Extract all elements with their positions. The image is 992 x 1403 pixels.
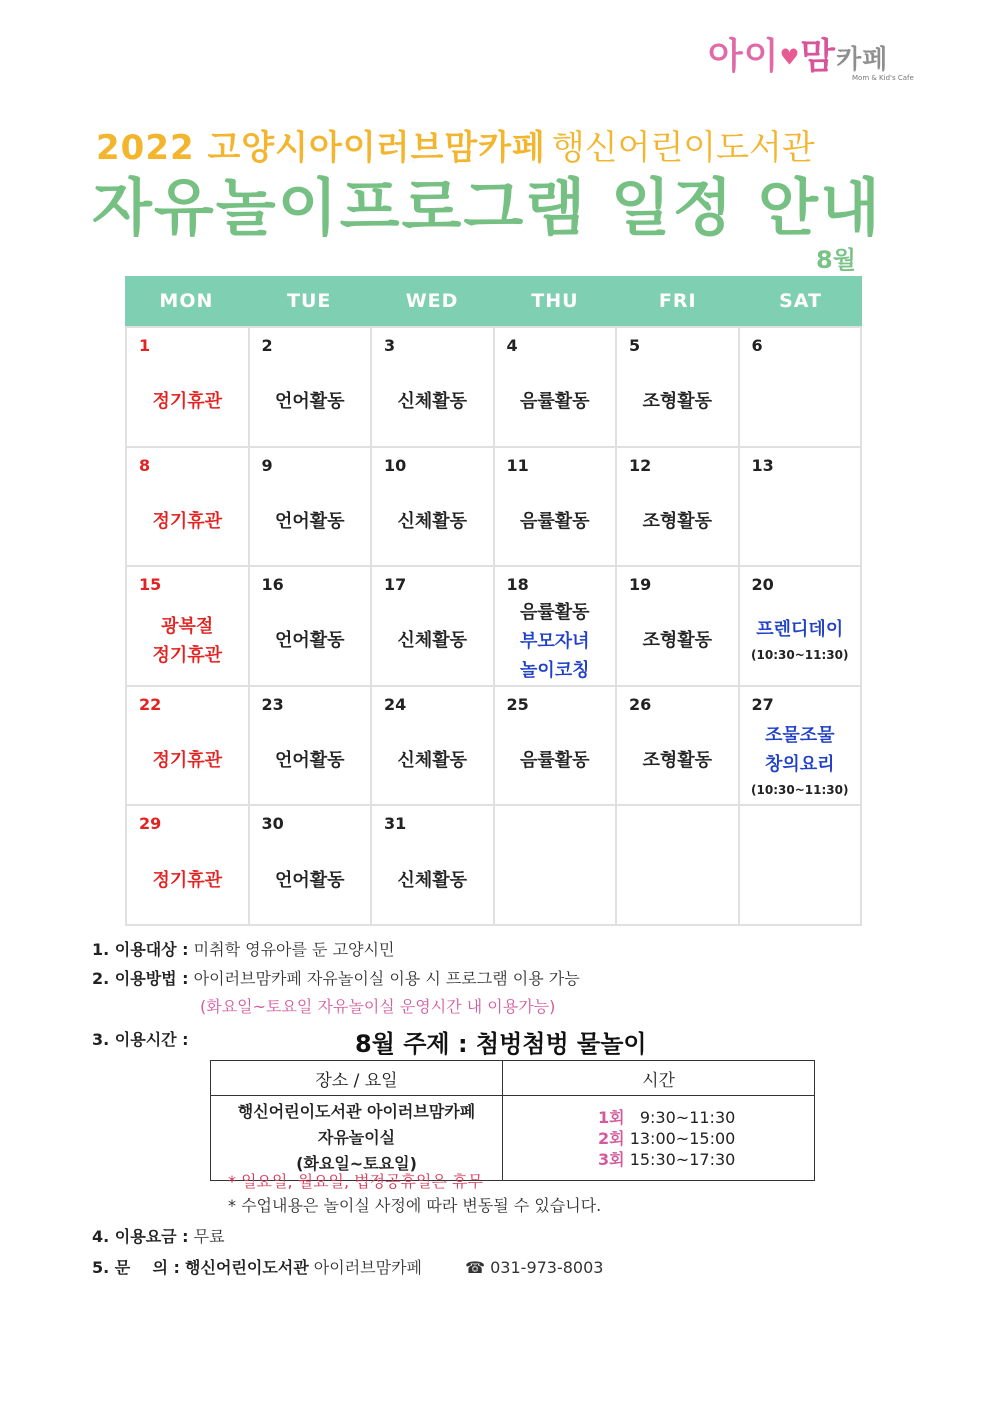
- activity: [617, 486, 738, 558]
- calendar-cell: [250, 687, 373, 807]
- title-library: 행신어린이도서관: [551, 128, 815, 168]
- activity-line: 조형활동: [642, 630, 713, 652]
- session-number: 3회: [598, 1149, 625, 1169]
- activity-line: 광복절: [161, 615, 214, 637]
- calendar-cell: [250, 328, 373, 448]
- activity-line: 신체활동: [397, 391, 468, 413]
- activity-line: 정기휴관: [152, 869, 223, 891]
- day-number: 19: [629, 575, 652, 595]
- activity-line: 언어활동: [274, 750, 345, 772]
- calendar-cell: [495, 806, 618, 926]
- calendar-header: [125, 276, 862, 326]
- activity: [250, 725, 371, 797]
- activity: [495, 486, 616, 558]
- calendar-cell: [372, 567, 495, 687]
- phone-number: 031-973-8003: [490, 1258, 604, 1277]
- activity: [372, 844, 493, 916]
- calendar-cell: [495, 328, 618, 448]
- calendar-cell: [617, 687, 740, 807]
- calendar-cell: [495, 567, 618, 687]
- activity: [250, 844, 371, 916]
- day-number: 4: [506, 336, 518, 355]
- calendar-cell: [495, 687, 618, 807]
- activity-line: 조형활동: [642, 510, 713, 532]
- session-number: 1회: [598, 1107, 625, 1127]
- day-number: 18: [506, 575, 529, 595]
- day-number: 26: [629, 694, 652, 714]
- cafe-logo: [708, 28, 938, 88]
- activity-line: 신체활동: [397, 510, 468, 532]
- activity: [740, 725, 861, 797]
- activity-line: 정기휴관: [152, 750, 223, 772]
- calendar-cell: [372, 448, 495, 568]
- session-number: 2회: [598, 1128, 625, 1148]
- session-time: 9:30~11:30: [639, 1107, 736, 1127]
- activity-line: 언어활동: [274, 630, 345, 652]
- table-head-time: 시간: [503, 1061, 815, 1096]
- activity: [617, 725, 738, 797]
- activity-line: 창의요리: [764, 753, 835, 775]
- calendar-cell: [127, 448, 250, 568]
- activity: [127, 725, 248, 797]
- activity: [250, 366, 371, 438]
- day-number: 16: [261, 575, 284, 595]
- activity-line: 정기휴관: [152, 510, 223, 532]
- place-cell: [211, 1096, 503, 1181]
- month-label: 8월: [816, 246, 856, 274]
- info-method: [92, 966, 580, 989]
- activity-line: 프렌디데이: [756, 619, 844, 641]
- info-fee: [92, 1224, 225, 1247]
- activity-line: 정기휴관: [152, 391, 223, 413]
- closed-days-note: * 일요일, 월요일, 법정공휴일은 휴무: [228, 1172, 483, 1191]
- activity-line: 음률활동: [519, 510, 590, 532]
- day-number: 22: [139, 694, 162, 714]
- session-row: [598, 1128, 814, 1149]
- day-number: 24: [384, 694, 407, 714]
- day-number: 20: [751, 575, 774, 595]
- calendar-cell: [617, 567, 740, 687]
- day-number: 3: [384, 336, 396, 355]
- calendar-cell: [617, 448, 740, 568]
- activity: [250, 605, 371, 677]
- activity: [372, 605, 493, 677]
- session-row: [598, 1107, 814, 1128]
- calendar-cell: [617, 328, 740, 448]
- change-note: * 수업내용은 놀이실 사정에 따라 변동될 수 있습니다.: [228, 1196, 602, 1215]
- activity: [250, 486, 371, 558]
- calendar-cell: [617, 806, 740, 926]
- activity: [495, 601, 616, 681]
- place-line: 자유놀이실: [317, 1128, 396, 1147]
- day-number: 31: [384, 814, 407, 834]
- calendar-cell: [495, 448, 618, 568]
- info-contact: [92, 1255, 603, 1278]
- day-number: 27: [751, 694, 774, 714]
- activity-line: 조형활동: [642, 750, 713, 772]
- calendar-cell: [740, 448, 863, 568]
- day-number: 15: [139, 575, 162, 595]
- method-note: (화요일~토요일 자유놀이실 운영시간 내 이용가능): [200, 997, 556, 1016]
- place-line: (화요일~토요일): [296, 1154, 417, 1173]
- calendar-cell: [740, 328, 863, 448]
- logo-part-a: 아이: [708, 36, 780, 77]
- activity: [740, 605, 861, 677]
- calendar-cell: [250, 806, 373, 926]
- calendar-cell: [372, 806, 495, 926]
- day-number: 12: [629, 455, 652, 475]
- activity: [372, 486, 493, 558]
- day-number: 25: [506, 694, 529, 714]
- activity-time: (10:30~11:30): [751, 648, 849, 663]
- info-target: [92, 937, 394, 960]
- time-cell: [503, 1096, 815, 1181]
- activity-line: 조형활동: [642, 391, 713, 413]
- activity: [127, 844, 248, 916]
- contact-label: 5. 문 의 :: [92, 1258, 180, 1277]
- activity-line: 신체활동: [397, 750, 468, 772]
- activity: [495, 725, 616, 797]
- activity-line: 음률활동: [519, 601, 590, 623]
- day-number: 29: [139, 814, 162, 834]
- table-head-place: 장소 / 요일: [211, 1061, 503, 1096]
- header-mon: MON: [159, 290, 214, 312]
- day-number: 17: [384, 575, 407, 595]
- calendar-grid: [125, 326, 862, 926]
- calendar-cell: [127, 687, 250, 807]
- day-number: 11: [506, 455, 529, 475]
- session-time: 15:30~17:30: [629, 1149, 736, 1169]
- activity: [372, 366, 493, 438]
- day-number: 1: [139, 336, 151, 355]
- method-label: 2. 이용방법 :: [92, 969, 189, 988]
- activity: [127, 366, 248, 438]
- calendar-cell: [127, 328, 250, 448]
- info-time: [92, 1027, 189, 1050]
- header-sat: SAT: [779, 290, 822, 312]
- contact-place: 행신어린이도서관: [185, 1258, 309, 1277]
- header-thu: THU: [531, 290, 579, 312]
- page-title: 자유놀이프로그램 일정 안내: [92, 171, 882, 244]
- activity: [617, 605, 738, 677]
- day-number: 30: [261, 814, 284, 834]
- logo-text: [708, 36, 888, 77]
- activity-line: 언어활동: [274, 869, 345, 891]
- calendar-cell: [372, 328, 495, 448]
- monthly-theme: 8월 주제 : 첨벙첨벙 물놀이: [355, 1030, 647, 1058]
- calendar-cell: [740, 687, 863, 807]
- place-line: 행신어린이도서관 아이러브맘카페: [237, 1102, 476, 1121]
- schedule-calendar: [125, 276, 862, 926]
- header-fri: FRI: [658, 290, 697, 312]
- activity: [127, 486, 248, 558]
- activity: [127, 605, 248, 677]
- calendar-cell: [250, 448, 373, 568]
- session-time: 13:00~15:00: [629, 1128, 736, 1148]
- calendar-cell: [372, 687, 495, 807]
- heart-icon: ♥: [779, 45, 801, 71]
- day-number: 2: [261, 336, 273, 355]
- calendar-cell: [740, 806, 863, 926]
- activity-line: 놀이코칭: [519, 659, 590, 681]
- logo-subtitle: Mom & Kid's Cafe: [852, 74, 914, 82]
- day-number: 5: [629, 336, 641, 355]
- schedule-table: [210, 1060, 815, 1181]
- target-value: 미취학 영유아를 둔 고양시민: [193, 940, 395, 959]
- method-value: 아이러브맘카페 자유놀이실 이용 시 프로그램 이용 가능: [193, 969, 580, 988]
- activity-line: 신체활동: [397, 630, 468, 652]
- title-year-cafe: 2022 고양시아이러브맘카페: [96, 128, 546, 168]
- target-label: 1. 이용대상 :: [92, 940, 189, 959]
- day-number: 9: [261, 455, 273, 475]
- activity-line: 조물조물: [764, 724, 835, 746]
- day-number: 13: [751, 455, 774, 475]
- session-row: [598, 1149, 814, 1170]
- day-number: 10: [384, 455, 407, 475]
- calendar-cell: [127, 567, 250, 687]
- day-number: 8: [139, 455, 151, 475]
- activity-line: 음률활동: [519, 391, 590, 413]
- activity-line: 음률활동: [519, 750, 590, 772]
- day-number: 23: [261, 694, 284, 714]
- activity-line: 정기휴관: [152, 644, 223, 666]
- activity-line: 언어활동: [274, 391, 345, 413]
- activity-line: 부모자녀: [519, 630, 590, 652]
- logo-part-cafe: 카페: [836, 45, 889, 75]
- header-wed: WED: [405, 290, 459, 312]
- calendar-cell: [250, 567, 373, 687]
- contact-cafe: 아이러브맘카페: [313, 1258, 422, 1277]
- time-label: 3. 이용시간 :: [92, 1030, 189, 1049]
- activity: [495, 366, 616, 438]
- activity: [617, 366, 738, 438]
- activity-line: 신체활동: [397, 869, 468, 891]
- activity: [372, 725, 493, 797]
- activity-time: (10:30~11:30): [751, 782, 849, 797]
- day-number: 6: [751, 336, 763, 355]
- header-tue: TUE: [287, 290, 332, 312]
- logo-part-m: 맘: [800, 36, 837, 77]
- activity-line: 언어활동: [274, 510, 345, 532]
- phone-icon: ☎: [465, 1258, 486, 1277]
- title-line-1: [96, 120, 916, 170]
- calendar-cell: [127, 806, 250, 926]
- fee-value: 무료: [193, 1227, 225, 1246]
- fee-label: 4. 이용요금 :: [92, 1227, 189, 1246]
- calendar-cell: [740, 567, 863, 687]
